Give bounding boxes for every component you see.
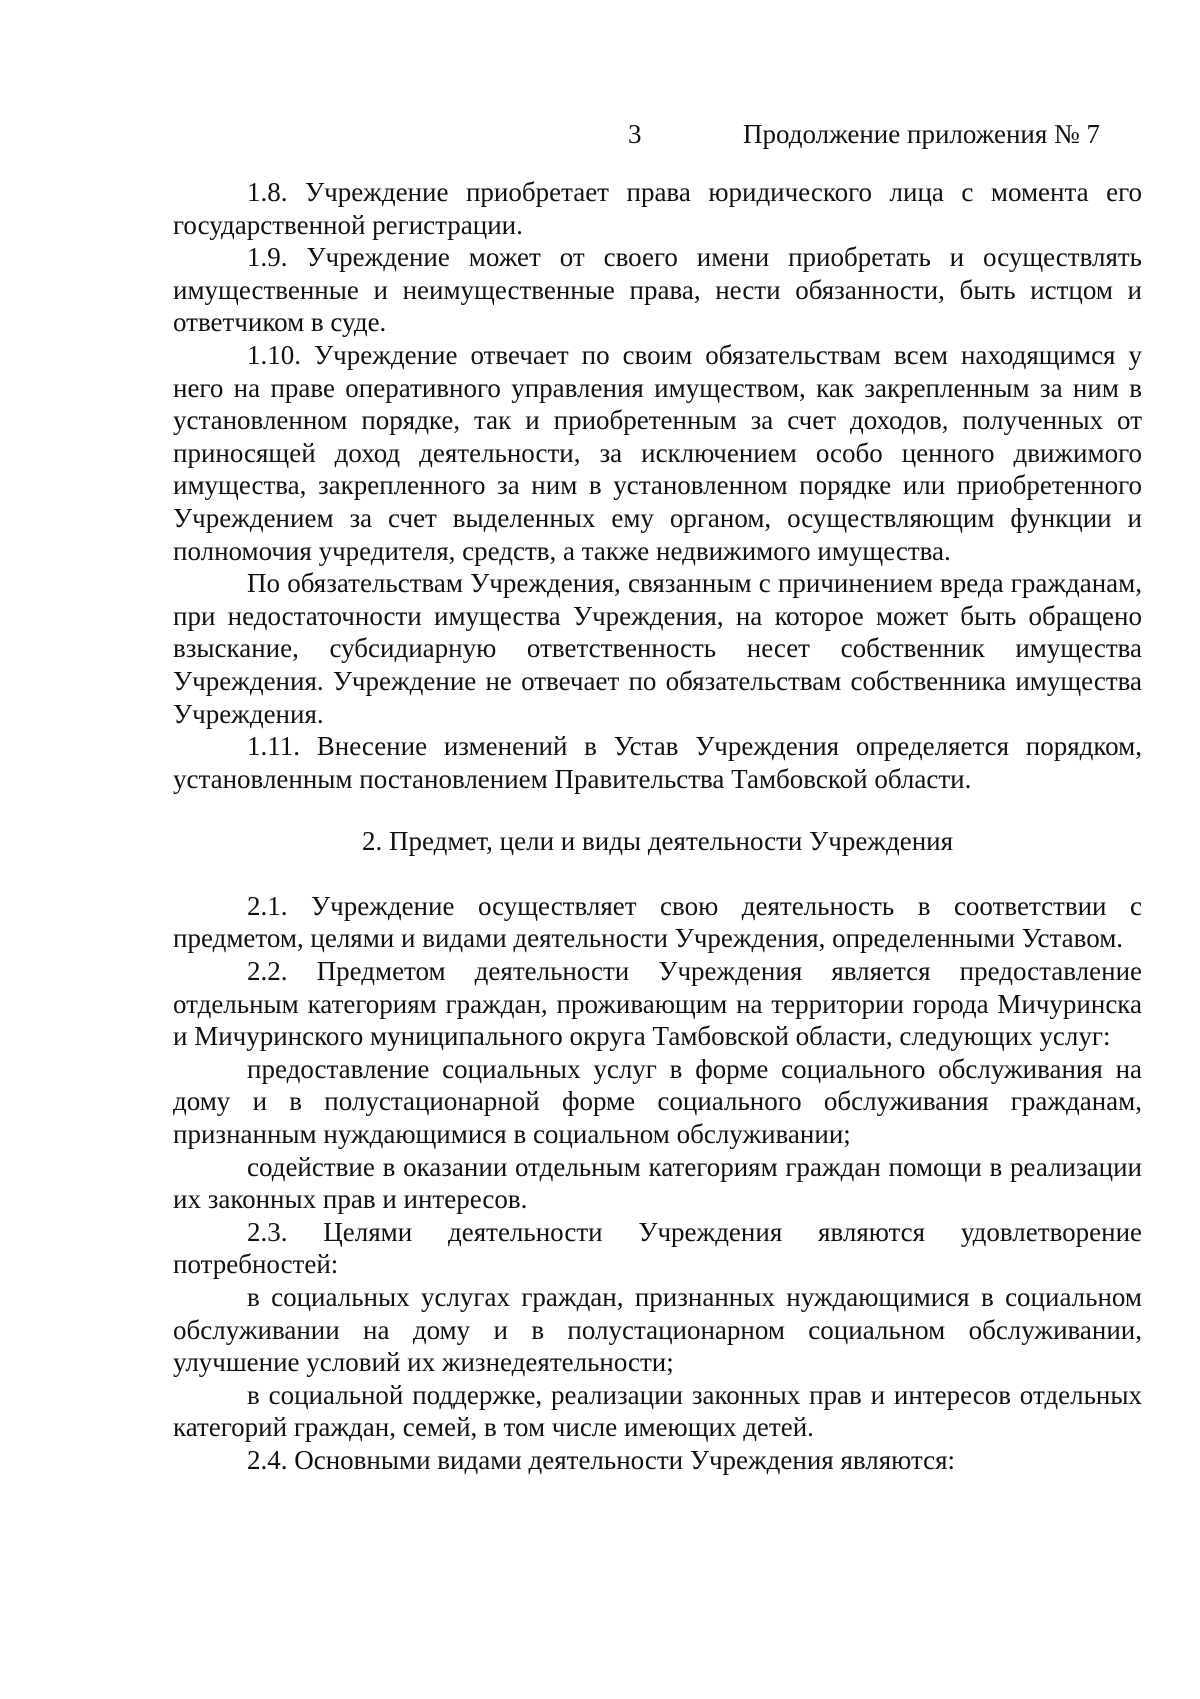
paragraph-1-11: 1.11. Внесение изменений в Устав Учреждения определяется порядком, установленным постановлением Правительства Тамбовской области.	[173, 731, 1142, 794]
paragraph-2-4: 2.4. Основными видами деятельности Учреждения являются:	[247, 1444, 955, 1475]
paragraph-liability: По обязательствам Учреждения, связанным с причинением вреда гражданам, при недостаточности имущества Учреждения, на которое может быть обращено взыскание, субсидиарную ответственность несет собственник имущества Учреждения. Учреждение не отвечает по обязательствам собственника имущества Учреждения.	[173, 568, 1142, 729]
document-body	[173, 176, 1142, 1477]
paragraph-1-9: 1.9. Учреждение может от своего имени приобретать и осуществлять имущественные и неимущественные права, нести обязанности, быть истцом и ответчиком в суде.	[173, 242, 1142, 338]
paragraph-2-3-item-2: в социальной поддержке, реализации законных прав и интересов отдельных категорий граждан, семей, в том числе имеющих детей.	[173, 1379, 1142, 1443]
paragraph-2-2-item-1: предоставление социальных услуг в форме социального обслуживания на дому и в полустационарной форме социального обслуживания гражданам, признанным нуждающимися в социальном обслуживании;	[173, 1053, 1142, 1150]
paragraph-2-2: 2.2. Предметом деятельности Учреждения является предоставление отдельным категориям граждан, проживающим на территории города Мичуринска и Мичуринского муниципального округа Тамбовской области, следующих услуг:	[173, 956, 1142, 1052]
paragraph-1-10: 1.10. Учреждение отвечает по своим обязательствам всем находящимся у него на праве оперативного управления имуществом, как закрепленным за ним в установленном порядке, так и приобретенным за счет доходов, полученных от приносящей доход деятельности, за исключением особо ценного движимого имущества, закрепленного за ним в установленном порядке или приобретенного Учреждением за счет выделенных ему органом, осуществляющим функции и полномочия учредителя, средств, а также недвижимого имущества.	[173, 339, 1142, 566]
page-number: 3	[628, 119, 642, 149]
paragraph-2-2-item-2: содействие в оказании отдельным категориям граждан помощи в реализации их законных прав и интересов.	[173, 1151, 1142, 1215]
section-2-heading: 2. Предмет, цели и виды деятельности Учреждения	[361, 826, 954, 857]
paragraph-2-3: 2.3. Целями деятельности Учреждения являются удовлетворение потребностей:	[173, 1216, 1142, 1280]
page-header	[0, 116, 1200, 152]
appendix-continuation-title: Продолжение приложения № 7	[743, 119, 1101, 149]
paragraph-2-3-item-1: в социальных услугах граждан, признанных нуждающимися в социальном обслуживании на дому и в полустационарном социальном обслуживании, улучшение условий их жизнедеятельности;	[173, 1282, 1142, 1378]
paragraph-1-8: 1.8. Учреждение приобретает права юридического лица с момента его государственной регистрации.	[173, 177, 1142, 240]
paragraph-2-1: 2.1. Учреждение осуществляет свою деятельность в соответствии с предметом, целями и видами деятельности Учреждения, определенными Уставом.	[173, 890, 1142, 954]
